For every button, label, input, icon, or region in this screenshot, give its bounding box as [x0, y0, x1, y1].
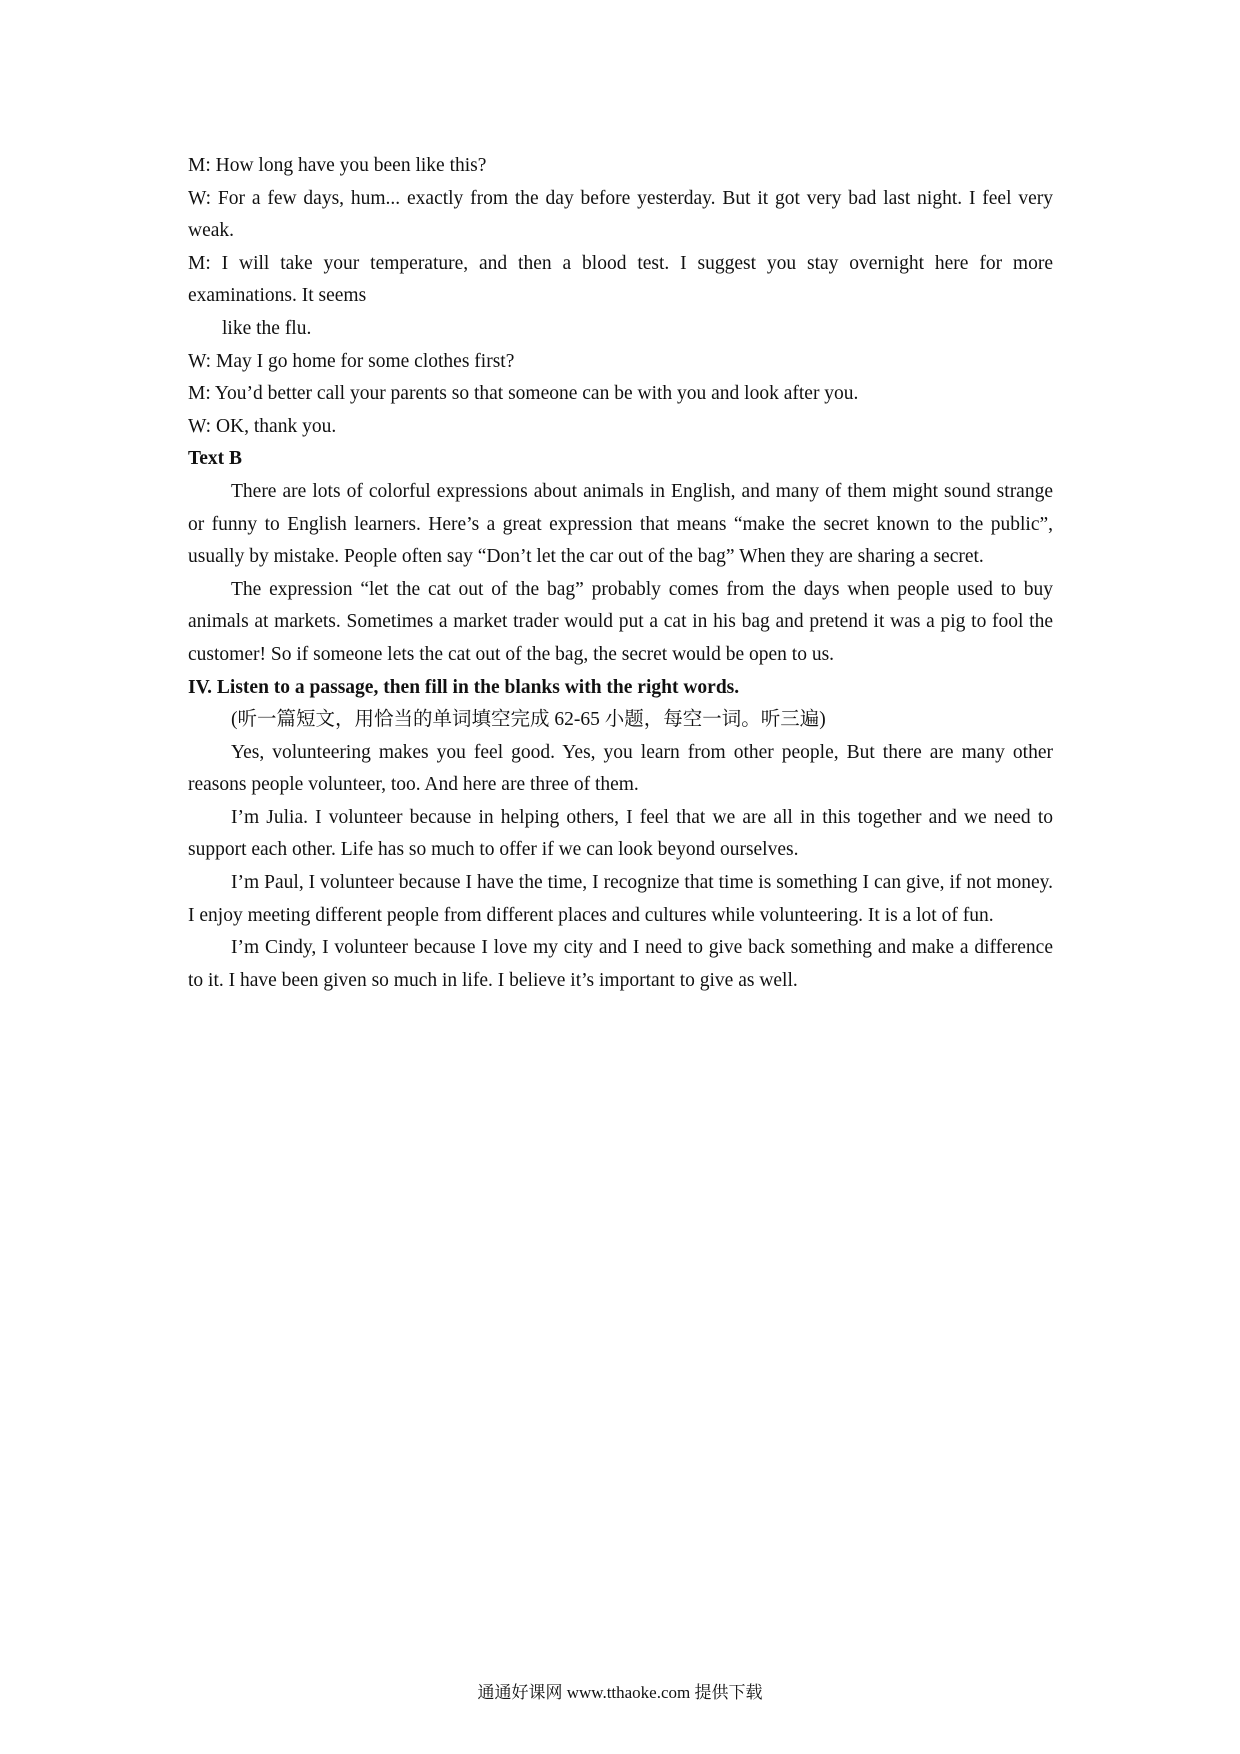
passage-paragraph: I’m Julia. I volunteer because in helping others, I feel that we are all in this together and we need to support each other. Life has so much to offer if we can look beyond ourselves.	[188, 806, 1053, 861]
section-iv-instruction: (听一篇短文，用恰当的单词填空完成 62-65 小题，每空一词。听三遍)	[231, 709, 826, 731]
section-heading-text-b: Text B	[188, 448, 242, 470]
dialogue-line: M: I will take your temperature, and then a blood test. I suggest you stay overnight here for more examinations. It seems	[188, 252, 1053, 307]
passage-paragraph: I’m Paul, I volunteer because I have the time, I recognize that time is something I can give, if not money. I enjoy meeting different people from different places and cultures while volunteering. It is a lot of fun.	[188, 872, 1053, 926]
dialogue-line: M: How long have you been like this?	[188, 155, 487, 176]
document-body	[188, 150, 1053, 997]
text-b-paragraph: The expression “let the cat out of the bag” probably comes from the days when people used to buy animals at markets. Sometimes a market trader would put a cat in his bag and pretend it was a pig to fool the customer! So if someone lets the cat out of the bag, the secret would be open to us.	[188, 578, 1053, 665]
dialogue-line: W: For a few days, hum... exactly from the day before yesterday. But it got very bad last night. I feel very weak.	[188, 187, 1053, 242]
passage-paragraph: Yes, volunteering makes you feel good. Yes, you learn from other people, But there are many other reasons people volunteer, too. And here are three of them.	[188, 741, 1053, 796]
page-footer: 通通好课网 www.tthaoke.com 提供下载	[477, 1683, 763, 1702]
text-b-paragraph: There are lots of colorful expressions about animals in English, and many of them might sound strange or funny to English learners. Here’s a great expression that means “make the secret known to the public”, usually by mistake. People often say “Don’t let the car out of the bag” When they are sharing a secret.	[188, 480, 1053, 568]
dialogue-line: W: OK, thank you.	[188, 415, 337, 437]
dialogue-line: M: You’d better call your parents so that someone can be with you and look after you.	[188, 383, 859, 405]
dialogue-line: W: May I go home for some clothes first?	[188, 350, 515, 372]
section-heading-iv: IV. Listen to a passage, then fill in the blanks with the right words.	[188, 676, 740, 698]
dialogue-line: like the flu.	[222, 317, 312, 339]
passage-paragraph: I’m Cindy, I volunteer because I love my city and I need to give back something and make a difference to it. I have been given so much in life. I believe it’s important to give as well.	[188, 937, 1053, 991]
